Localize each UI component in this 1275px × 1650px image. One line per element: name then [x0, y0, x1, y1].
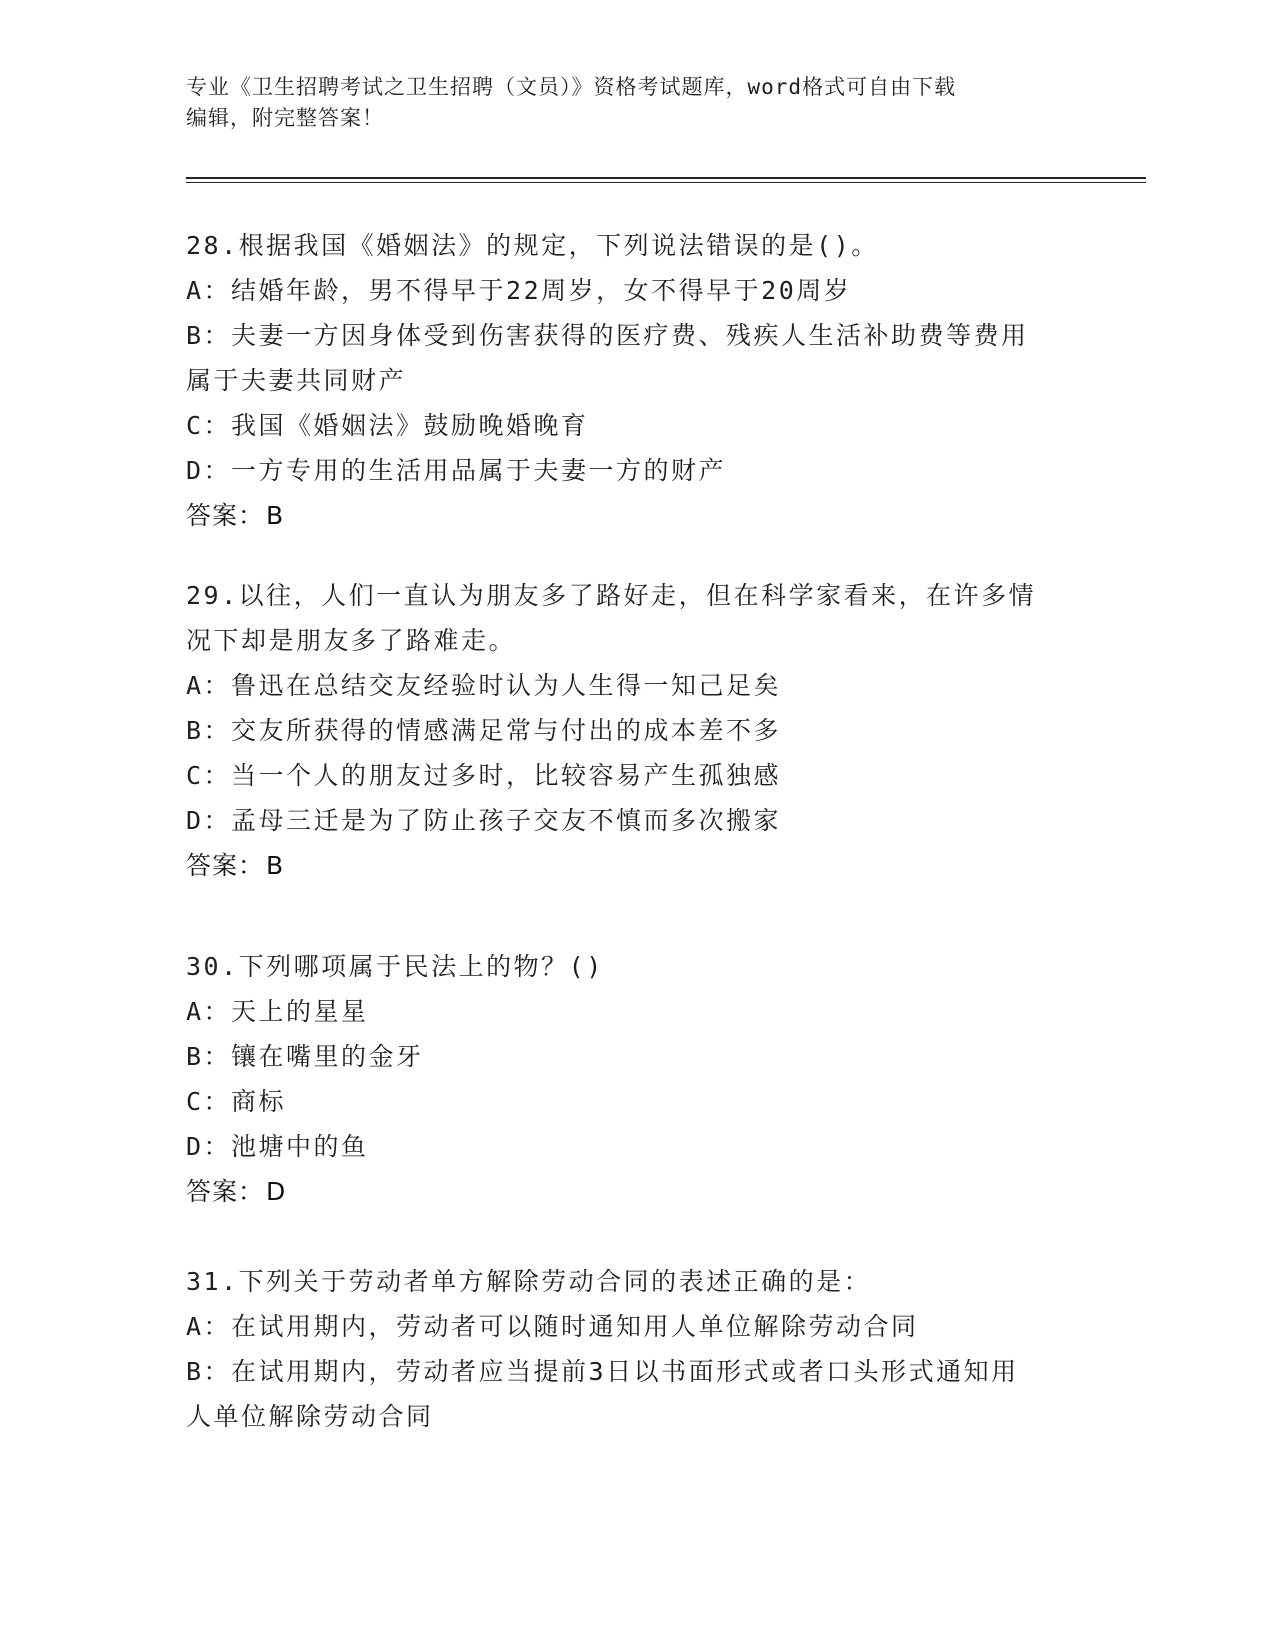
header-line-1: 专业《卫生招聘考试之卫生招聘（文员）》资格考试题库，word格式可自由下载: [186, 75, 957, 99]
option-c: C：我国《婚姻法》鼓励晚婚晚育: [186, 411, 589, 440]
option-c: C：商标: [186, 1087, 287, 1116]
option-a: A：天上的星星: [186, 997, 369, 1026]
header-divider-thick: [186, 177, 1146, 179]
question-28: [186, 223, 1086, 538]
option-d: D：一方专用的生活用品属于夫妻一方的财产: [186, 456, 727, 485]
option-b: B：在试用期内，劳动者应当提前3日以书面形式或者口头形式通知用: [186, 1357, 1019, 1386]
option-c: C：当一个人的朋友过多时，比较容易产生孤独感: [186, 761, 782, 790]
option-b-continued: 人单位解除劳动合同: [186, 1402, 434, 1431]
option-a: A：在试用期内，劳动者可以随时通知用人单位解除劳动合同: [186, 1312, 919, 1341]
question-stem: 29.以往，人们一直认为朋友多了路好走，但在科学家看来，在许多情: [186, 581, 1037, 610]
answer-value: D: [266, 1177, 287, 1206]
question-stem: 31.下列关于劳动者单方解除劳动合同的表述正确的是：: [186, 1267, 872, 1296]
question-29: [186, 573, 1086, 888]
option-d: D：孟母三迁是为了防止孩子交友不慎而多次搬家: [186, 806, 782, 835]
answer-value: B: [266, 851, 285, 880]
question-31: [186, 1259, 1086, 1439]
option-b: B：交友所获得的情感满足常与付出的成本差不多: [186, 716, 782, 745]
answer-label: 答案：: [186, 501, 265, 530]
option-b-continued: 属于夫妻共同财产: [186, 366, 407, 395]
question-stem-continued: 况下却是朋友多了路难走。: [186, 626, 517, 655]
document-header-note: [186, 72, 1066, 134]
option-a: A：结婚年龄，男不得早于22周岁，女不得早于20周岁: [186, 276, 852, 305]
answer-value: B: [266, 501, 285, 530]
option-b: B：夫妻一方因身体受到伤害获得的医疗费、残疾人生活补助费等费用: [186, 321, 1029, 350]
question-stem: 30.下列哪项属于民法上的物？(): [186, 952, 604, 981]
header-divider-thin: [186, 182, 1146, 183]
answer-line: [186, 1169, 1086, 1214]
answer-label: 答案：: [186, 851, 265, 880]
question-stem: 28.根据我国《婚姻法》的规定，下列说法错误的是()。: [186, 231, 879, 260]
answer-label: 答案：: [186, 1177, 265, 1206]
option-b: B：镶在嘴里的金牙: [186, 1042, 424, 1071]
answer-line: [186, 843, 1086, 888]
answer-line: [186, 493, 1086, 538]
header-line-2: 编辑，附完整答案！: [186, 106, 384, 130]
option-d: D：池塘中的鱼: [186, 1132, 369, 1161]
option-a: A：鲁迅在总结交友经验时认为人生得一知己足矣: [186, 671, 782, 700]
question-30: [186, 944, 1086, 1214]
